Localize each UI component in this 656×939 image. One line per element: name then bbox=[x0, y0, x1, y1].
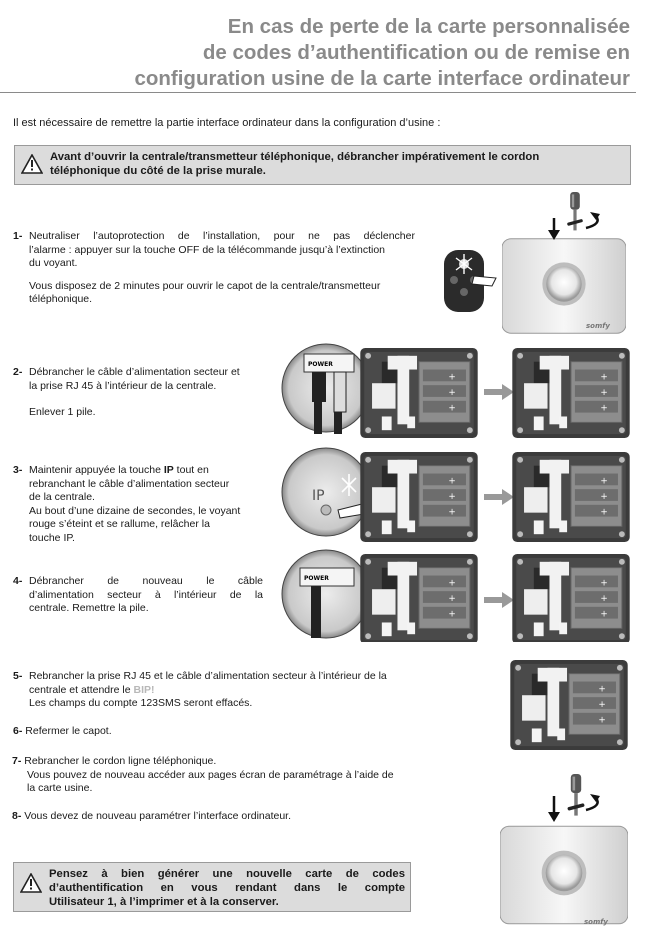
step-1 bbox=[13, 230, 415, 307]
warning-icon bbox=[21, 154, 43, 174]
steps-2-4-illustrations bbox=[276, 342, 636, 642]
step-text: Maintenir appuyée la touche bbox=[29, 464, 164, 476]
step-number: 7- bbox=[12, 755, 22, 767]
circuit-board bbox=[360, 554, 477, 642]
brand-logo: somfy bbox=[584, 918, 608, 926]
warning-box-bottom bbox=[13, 862, 411, 912]
ip-button-label: IP bbox=[312, 488, 325, 504]
step-text: touche IP. bbox=[29, 531, 75, 544]
warning-line: téléphonique du côté de la prise murale. bbox=[50, 165, 266, 177]
brand-logo: somfy bbox=[586, 322, 610, 330]
step-text: du voyant. bbox=[29, 257, 78, 269]
step-number: 8- bbox=[12, 810, 22, 822]
step-3-magnifier bbox=[282, 448, 370, 536]
page-title-line: En cas de perte de la carte personnalisée bbox=[227, 15, 630, 38]
step-text: rouge s’éteint et se rallume, relâcher la bbox=[29, 518, 210, 530]
step-text: Vous disposez de 2 minutes pour ouvrir le capot de la centrale/transmetteur bbox=[29, 279, 381, 292]
page-title bbox=[30, 14, 630, 92]
step-text: de la centrale. bbox=[29, 491, 95, 503]
step-7 bbox=[12, 755, 442, 796]
warning-line: d’authentification en vous rendant dans le compte bbox=[49, 882, 405, 894]
header-divider bbox=[0, 92, 636, 93]
power-label: POWER bbox=[304, 575, 329, 582]
step-number: 5- bbox=[13, 670, 23, 682]
intro-text: Il est nécessaire de remettre la partie interface ordinateur dans la configuration d’usine : bbox=[13, 117, 441, 129]
step-8-illustration bbox=[494, 770, 636, 934]
step-text: tout en bbox=[173, 464, 209, 476]
bip-label: BIP! bbox=[133, 683, 155, 696]
step-number: 2- bbox=[13, 366, 23, 378]
central-unit-icon bbox=[502, 239, 626, 333]
circuit-board bbox=[510, 660, 627, 750]
step-4 bbox=[13, 575, 263, 616]
step-1-illustration bbox=[436, 188, 636, 340]
step-3 bbox=[13, 464, 265, 545]
arrow-right-icon bbox=[502, 384, 514, 400]
power-label: POWER bbox=[308, 361, 333, 368]
step-text: la prise RJ 45 à l’intérieur de la centrale. bbox=[29, 379, 217, 392]
step-text: Les champs du compte 123SMS seront effacés. bbox=[29, 697, 253, 709]
step-text: Refermer le capot. bbox=[25, 725, 112, 737]
page-title-line: configuration usine de la carte interface ordinateur bbox=[134, 67, 630, 90]
arrow-right-icon bbox=[502, 592, 514, 608]
step-number: 6- bbox=[13, 725, 23, 737]
step-number: 4- bbox=[13, 575, 23, 587]
step-text: Rebrancher la prise RJ 45 et le câble d’alimentation secteur à l’intérieur de la bbox=[29, 670, 387, 682]
remote-control-icon bbox=[444, 250, 496, 312]
step-number: 1- bbox=[13, 230, 23, 242]
step-text: centrale et attendre le bbox=[29, 683, 134, 696]
step-5-illustration bbox=[510, 660, 630, 752]
circuit-board bbox=[512, 348, 629, 438]
circuit-board bbox=[360, 452, 477, 542]
arrow-right-icon bbox=[502, 489, 514, 505]
page-title-line: de codes d’authentification ou de remise en bbox=[202, 41, 630, 64]
step-text: rebranchant le câble d’alimentation secteur bbox=[29, 477, 230, 490]
warning-line: Utilisateur 1, à l’imprimer et à la conserver. bbox=[49, 896, 279, 908]
screwdriver-icon bbox=[567, 774, 585, 816]
warning-icon bbox=[20, 873, 42, 893]
step-text: l’alarme : appuyer sur la touche OFF de la télécommande jusqu’à l’extinction bbox=[29, 243, 386, 256]
step-text: la carte usine. bbox=[27, 782, 93, 794]
step-text: Rebrancher le cordon ligne téléphonique. bbox=[24, 755, 217, 767]
screwdriver-icon bbox=[567, 192, 583, 230]
step-text: Enlever 1 pile. bbox=[29, 406, 96, 418]
warning-box-top bbox=[14, 145, 631, 185]
step-text: d’alimentation secteur à l’intérieur de la bbox=[29, 588, 263, 601]
step-text: Vous pouvez de nouveau accéder aux pages écran de paramétrage à l’aide de bbox=[27, 768, 394, 781]
step-2-magnifier bbox=[282, 344, 370, 434]
step-text: Au bout d’une dizaine de secondes, le voyant bbox=[29, 504, 241, 517]
step-text: Débrancher de nouveau le câble bbox=[29, 575, 263, 587]
warning-line: Pensez à bien générer une nouvelle carte de codes bbox=[49, 868, 405, 880]
central-unit-icon bbox=[500, 826, 628, 924]
step-text: Vous devez de nouveau paramétrer l’interface ordinateur. bbox=[24, 810, 292, 822]
circuit-board bbox=[512, 554, 629, 642]
warning-line: Avant d’ouvrir la centrale/transmetteur téléphonique, débrancher impérativement le cordon bbox=[50, 151, 540, 163]
step-text: centrale. Remettre la pile. bbox=[29, 602, 149, 614]
step-6 bbox=[13, 725, 112, 739]
step-2 bbox=[13, 366, 265, 420]
step-text: Neutraliser l’autoprotection de l’installation, pour ne pas déclencher bbox=[29, 230, 415, 242]
step-text: téléphonique. bbox=[29, 293, 93, 305]
circuit-board bbox=[512, 452, 629, 542]
step-8 bbox=[12, 810, 291, 824]
step-5 bbox=[13, 670, 453, 711]
circuit-board bbox=[360, 348, 477, 438]
step-text: Débrancher le câble d’alimentation secteur et bbox=[29, 366, 240, 378]
step-4-magnifier bbox=[282, 550, 370, 638]
ip-key-label: IP bbox=[163, 464, 174, 476]
step-number: 3- bbox=[13, 464, 23, 476]
